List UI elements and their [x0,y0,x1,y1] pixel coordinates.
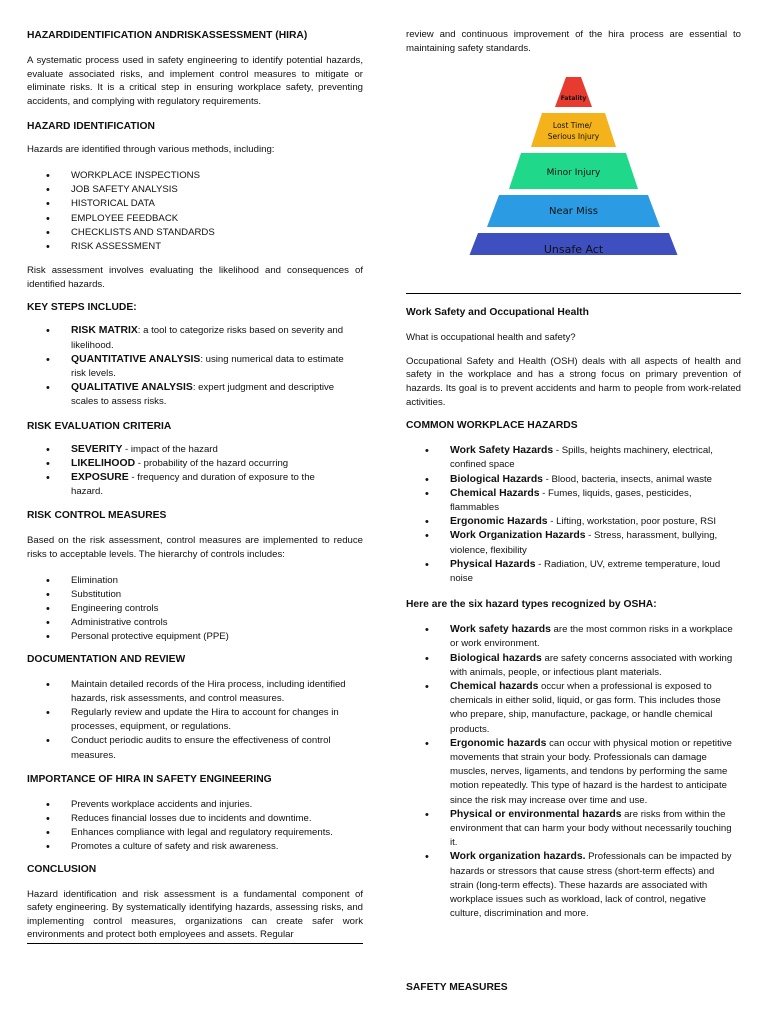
list-item: • SEVERITY - impact of the hazard [71,443,333,457]
list-item: • Biological Hazards - Blood, bacteria, insects, animal waste [450,473,731,487]
list-item: • Prevents workplace accidents and injuries. [71,798,363,812]
control-measures-heading: RISK CONTROL MEASURES [27,510,167,522]
hazard-pyramid [406,65,741,255]
key-steps-list [27,324,363,409]
osh-paragraph: Occupational Safety and Health (OSH) deals with all aspects of health and safety in the workplace and has a strong focus on primary prevention of hazards. Its goal is to prevent accidents and harm to people from work-related activities. [406,355,741,408]
list-item: • Ergonomic Hazards - Lifting, workstation, poor posture, RSI [450,515,731,529]
hazard-identification-heading: HAZARD IDENTIFICATION [27,121,155,133]
safety-measures-heading: SAFETY MEASURES [406,982,508,993]
list-item: • EXPOSURE - frequency and duration of exposure to the hazard. [71,471,333,499]
list-item: • Engineering controls [71,602,363,616]
pyramid-label-unsafe-act: Unsafe Act [543,243,604,256]
list-item: • Reduces financial losses due to incidents and downtime. [71,812,363,826]
risk-assessment-paragraph: Risk assessment involves evaluating the likelihood and consequences of identified hazards. [27,265,363,290]
pyramid-label-fatality: Fatality [560,95,587,103]
page-title: HAZARDIDENTIFICATION ANDRISKASSESSMENT (HIRA) [27,30,308,41]
documentation-heading: DOCUMENTATION AND REVIEW [27,653,186,665]
control-measures-lead: Based on the risk assessment, control measures are implemented to reduce risks to acceptable levels. The hierarchy of controls includes: [27,535,363,560]
osha-heading: Here are the six hazard types recognized by OSHA: [406,599,657,611]
pyramid-label-near-miss: Near Miss [549,206,598,218]
osha-hazard-types-list [406,623,741,921]
osh-question: What is occupational health and safety? [406,332,576,344]
importance-list [27,798,363,855]
list-item: • Work safety hazards are the most common risks in a workplace or work environment. [450,623,737,651]
list-item: • Chemical Hazards - Fumes, liquids, gases, pesticides, flammables [450,487,731,515]
list-item: • Enhances compliance with legal and regulatory requirements. [71,826,363,840]
pyramid-label-minor-injury: Minor Injury [546,168,601,179]
list-item: • Substitution [71,588,363,602]
list-item: • Biological hazards are safety concerns associated with working with animals, people, or infectious plant materials. [450,652,737,680]
list-item: • HISTORICAL DATA [71,197,363,211]
pyramid-level-lost-time [531,113,616,147]
conclusion-heading: CONCLUSION [27,863,97,875]
identification-methods-list [27,169,363,254]
osh-heading: Work Safety and Occupational Health [406,307,589,319]
hierarchy-of-controls-list [27,574,363,645]
evaluation-heading: RISK EVALUATION CRITERIA [27,420,172,432]
documentation-list [27,678,363,763]
list-item: • QUALITATIVE ANALYSIS: expert judgment and descriptive scales to assess risks. [71,381,353,409]
list-item: • Physical or environmental hazards are risks from within the environment that can harm your body without necessarily touching it. [450,808,737,851]
list-item: • CHECKLISTS AND STANDARDS [71,226,363,240]
hazard-identification-lead: Hazards are identified through various methods, including: [27,144,275,156]
list-item: • Maintain detailed records of the Hira process, including identified hazards, risk assessments, and control measures. [71,678,359,706]
list-item: • Work organization hazards. Professionals can be impacted by hazards or stressors that cause stress (short-term effects) and strain (long-term effects). These hazards are associated with workplace issues such as workload, lack of control, negative culture, discrimination and more. [450,850,737,921]
list-item: • Work Organization Hazards - Stress, harassment, bullying, violence, flexibility [450,529,731,557]
list-item: • Work Safety Hazards - Spills, heights machinery, electrical, confined space [450,444,731,472]
intro-paragraph: A systematic process used in safety engineering to identify potential hazards, evaluate associated risks, and implement control measures to mitigate or eliminate risks. It is a critical step in ensuring workplace safety, preventing accidents, and complying with regulatory requirements. [27,55,363,107]
right-column [406,0,741,993]
list-item: • Ergonomic hazards can occur with physical motion or repetitive movements that strain your body. Professionals can damage muscles, nerves, ligaments, and tendons by performing the same motion repeatedly. This type of hazard is the hardest to anticipate since the risk may increase over time and use. [450,737,737,808]
key-steps-heading: KEY STEPS INCLUDE: [27,302,137,314]
list-item: • Personal protective equipment (PPE) [71,630,363,644]
common-hazards-list [406,444,741,586]
pyramid-level-fatality [555,77,592,107]
list-item: • WORKPLACE INSPECTIONS [71,169,363,183]
list-item: • EMPLOYEE FEEDBACK [71,212,363,226]
list-item: • Chemical hazards occur when a professional is exposed to chemicals in either solid, liquid, or gas form. This includes those who prepare, ship, manufacture, package, or handle chemical products. [450,680,737,737]
pyramid-label-lost-time-line1: Lost Time/ [552,121,592,131]
list-item: • Conduct periodic audits to ensure the effectiveness of control measures. [71,734,359,762]
list-item: • RISK MATRIX: a tool to categorize risks based on severity and likelihood. [71,324,353,352]
left-column [27,0,363,944]
list-item: • Regularly review and update the Hira to account for changes in processes, equipment, or regulations. [71,706,359,734]
common-hazards-heading: COMMON WORKPLACE HAZARDS [406,420,578,432]
pyramid-label-lost-time-line2: Serious Injury [547,132,600,142]
list-item: • RISK ASSESSMENT [71,240,363,254]
conclusion-paragraph: Hazard identification and risk assessment is a fundamental component of safety engineering. By systematically identifying hazards, assessing risks, and implementing control measures, organizations can create safer work environments and protect both employees and assets. Regular [27,888,363,944]
list-item: • JOB SAFETY ANALYSIS [71,183,363,197]
importance-heading: IMPORTANCE OF HIRA IN SAFETY ENGINEERING [27,773,272,785]
list-item: • Elimination [71,574,363,588]
list-item: • Promotes a culture of safety and risk awareness. [71,840,363,854]
list-item: • Physical Hazards - Radiation, UV, extreme temperature, loud noise [450,558,731,586]
continued-paragraph: review and continuous improvement of the hira process are essential to maintaining safety standards. [406,29,741,54]
list-item: • QUANTITATIVE ANALYSIS: using numerical data to estimate risk levels. [71,353,353,381]
list-item: • LIKELIHOOD - probability of the hazard occurring [71,457,333,471]
evaluation-list [27,443,363,500]
list-item: • Administrative controls [71,616,363,630]
